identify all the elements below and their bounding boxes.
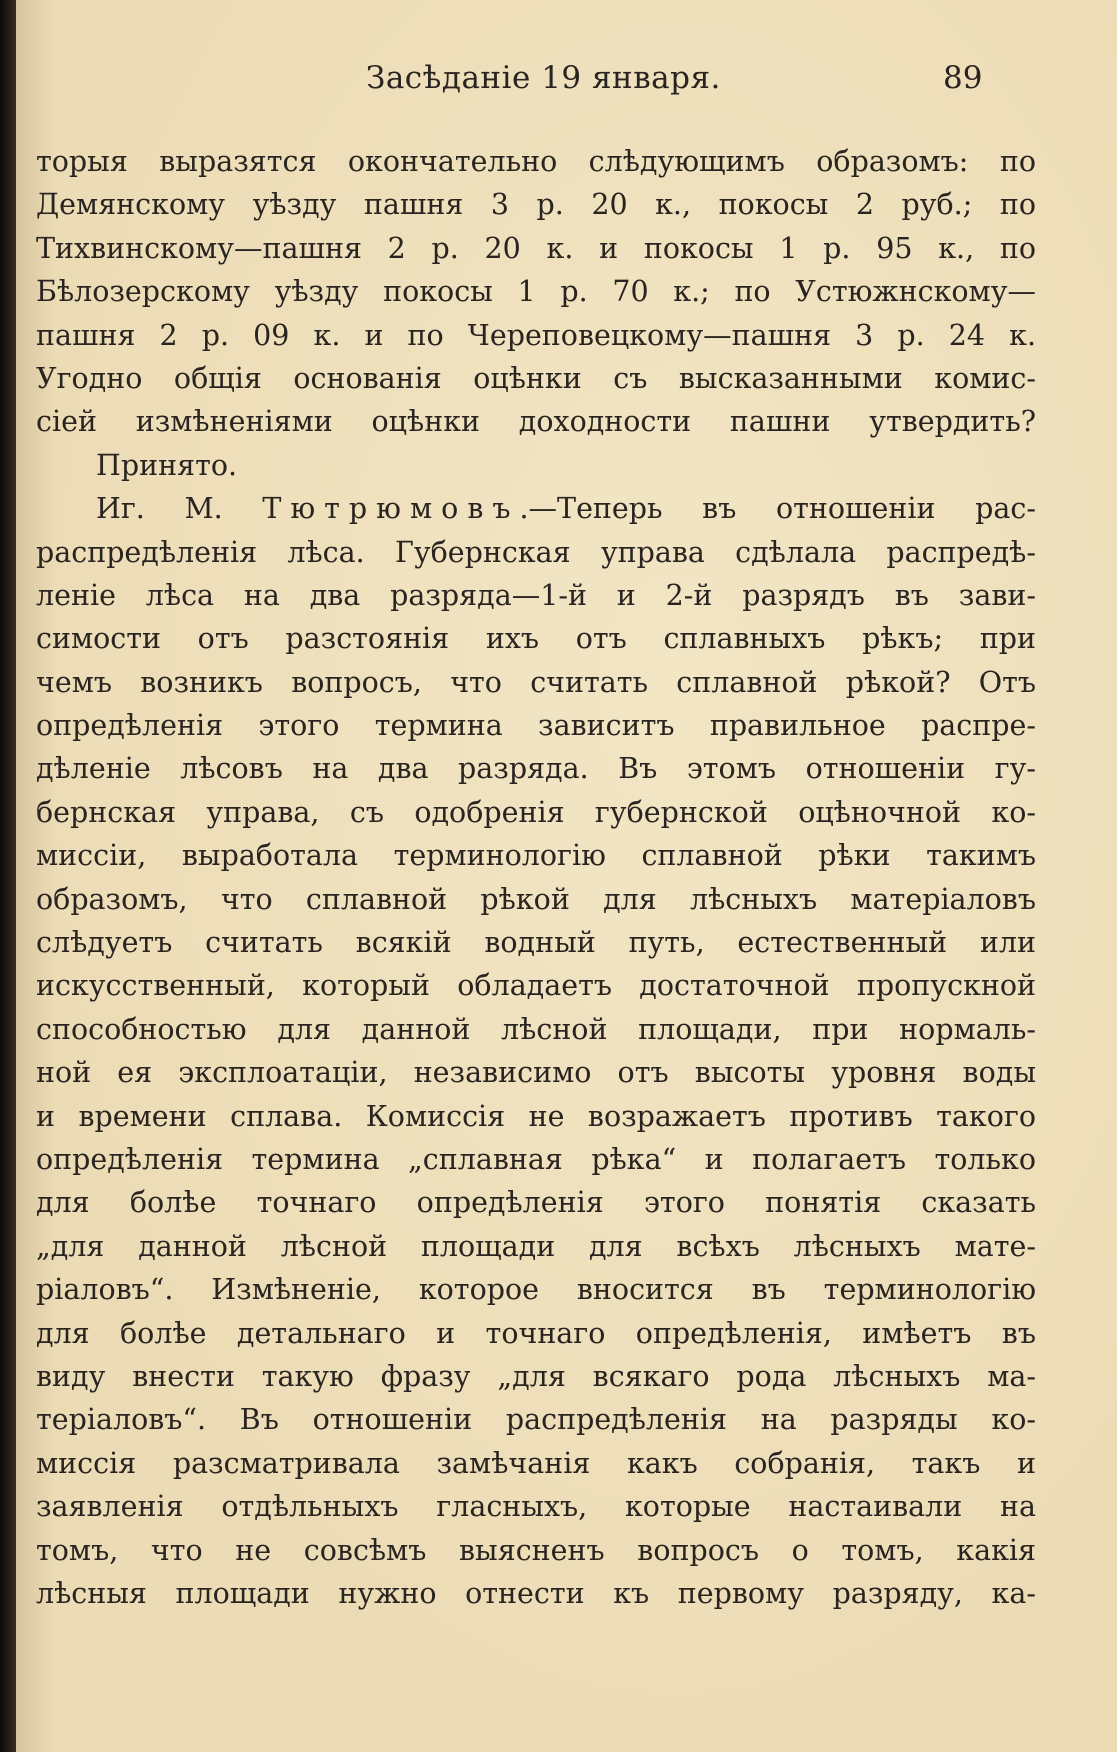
text-line: миссіи, выработала терминологію сплавной рѣки такимъ: [36, 839, 1036, 873]
body-text: [36, 140, 1036, 1615]
text-line: искусственный, который обладаетъ достаточной пропускной: [36, 969, 1036, 1003]
text-line: бернская управа, съ одобренія губернской оцѣночной ко-: [36, 795, 1036, 829]
text-line: Бѣлозерскому уѣзду покосы 1 р. 70 к.; по Устюжнскому—: [36, 275, 1036, 309]
speaker-name: Тютрюмовъ: [262, 492, 520, 526]
speaker-line: [36, 487, 1036, 530]
text-line: для болѣе точнаго опредѣленія этого понятія сказать: [36, 1186, 1036, 1220]
text-line: лѣсныя площади нужно отнести къ первому разряду, ка-: [36, 1576, 1036, 1610]
text-line: пашня 2 р. 09 к. и по Череповецкому—пашня 3 р. 24 к.: [36, 318, 1036, 352]
speaker-text: .—Теперь въ отношеніи рас-: [519, 492, 1036, 526]
speaker-prefix: Иг. М.: [96, 492, 223, 526]
running-title: Засѣданіе 19 января.: [366, 60, 721, 96]
text-line: сіей измѣненіями оцѣнки доходности пашни утвердить?: [36, 405, 1036, 439]
text-line: виду внести такую фразу „для всякаго рода лѣсныхъ ма-: [36, 1359, 1036, 1393]
text-line: опредѣленія этого термина зависитъ правильное распре-: [36, 709, 1036, 743]
text-line: Тихвинскому—пашня 2 р. 20 к. и покосы 1 р. 95 к., по: [36, 231, 1036, 265]
text-line: Демянскому уѣзду пашня 3 р. 20 к., покосы 2 руб.; по: [36, 188, 1036, 222]
book-spine-edge: [0, 0, 16, 1752]
text-line: распредѣленія лѣса. Губернская управа сдѣлала распредѣ-: [36, 535, 1036, 569]
text-line: для болѣе детальнаго и точнаго опредѣленія, имѣетъ въ: [36, 1316, 1036, 1350]
text-line: образомъ, что сплавной рѣкой для лѣсныхъ матеріаловъ: [36, 882, 1036, 916]
running-head: [16, 60, 1117, 110]
text-line: опредѣленія термина „сплавная рѣка“ и полагаетъ только: [36, 1142, 1036, 1176]
text-line: чемъ возникъ вопросъ, что считать сплавной рѣкой? Отъ: [36, 665, 1036, 699]
text-line: ріаловъ“. Измѣненіе, которое вносится въ терминологію: [36, 1273, 1036, 1307]
text-line: томъ, что не совсѣмъ выясненъ вопросъ о томъ, какія: [36, 1533, 1036, 1567]
text-line: способностью для данной лѣсной площади, при нормаль-: [36, 1012, 1036, 1046]
resolution-line: Принято.: [96, 448, 238, 482]
text-line: леніе лѣса на два разряда—1-й и 2-й разрядъ въ зави-: [36, 578, 1036, 612]
text-line: торыя выразятся окончательно слѣдующимъ образомъ: по: [36, 145, 1036, 178]
text-line: ной ея эксплоатаціи, независимо отъ высоты уровня воды: [36, 1056, 1036, 1090]
text-line: слѣдуетъ считать всякій водный путь, естественный или: [36, 926, 1036, 960]
text-line: и времени сплава. Комиссія не возражаетъ противъ такого: [36, 1099, 1036, 1133]
text-line: Угодно общія основанія оцѣнки съ высказанными комис-: [36, 361, 1036, 395]
text-line: дѣленіе лѣсовъ на два разряда. Въ этомъ отношеніи гу-: [36, 752, 1036, 786]
text-line: симости отъ разстоянія ихъ отъ сплавныхъ рѣкъ; при: [36, 622, 1036, 656]
text-line: заявленія отдѣльныхъ гласныхъ, которые настаивали на: [36, 1490, 1036, 1524]
book-page: [16, 0, 1117, 1752]
text-line: теріаловъ“. Въ отношеніи распредѣленія на разряды ко-: [36, 1403, 1036, 1437]
text-line: миссія разсматривала замѣчанія какъ собранія, такъ и: [36, 1446, 1036, 1480]
text-line: „для данной лѣсной площади для всѣхъ лѣсныхъ мате-: [36, 1229, 1036, 1263]
page-number: 89: [943, 60, 983, 96]
